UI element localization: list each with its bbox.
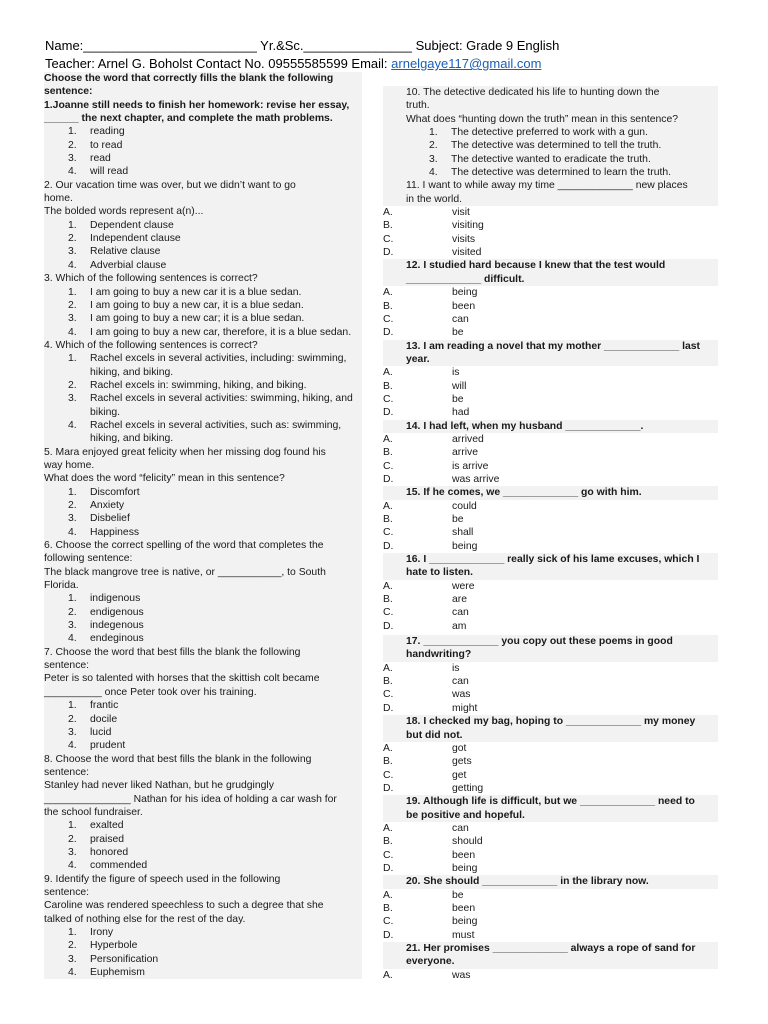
question-block-2 [44,179,362,272]
option-item: C. get [383,769,467,781]
question-text: in the world. [383,193,718,206]
question-text: sentence: [44,886,90,898]
question-text: 21. Her promises _____________ always a rope of sand for [383,942,718,955]
option-item: 4. Happiness [68,526,140,538]
option-item: 1. Discomfort [68,486,140,498]
option-item: C. be [383,393,464,405]
question-block-1 [44,72,362,179]
option-item: 3. indegenous [68,620,144,632]
question-text: 14. I had left, when my husband _____________. [383,420,718,433]
option-item: 3. read [68,153,111,165]
option-item: 1. I am going to buy a new car it is a blue sedan. [68,286,302,298]
option-item: 4. The detective was determined to learn the truth. [429,167,672,179]
question-block-6 [44,539,362,646]
option-item: 3. lucid [68,726,112,738]
question-text: 13. I am reading a novel that my mother _____________ last [383,340,718,353]
option-item: B. can [383,676,469,688]
question-text: Stanley had never liked Nathan, but he grudgingly [44,780,274,792]
option-item: 4. Rachel excels in several activities, such as: swimming, hiking, and biking. [68,419,342,445]
question-block-5 [44,446,362,539]
question-text: 20. She should _____________ in the library now. [383,875,718,888]
instruction: Choose the word that correctly fills the blank the following sentence: [44,73,334,98]
option-item: A. be [383,889,464,901]
question-block-20 [383,875,718,942]
question-block-18 [383,715,718,795]
option-item: C. was [383,689,471,701]
option-item: B. arrive [383,447,478,459]
question-text: 17. _____________ you copy out these poems in good [383,635,718,648]
option-item: 2. I am going to buy a new car, it is a blue sedan. [68,299,304,311]
question-text: 2. Our vacation time was over, but we didn’t want to go [44,179,296,191]
question-block-15 [383,486,718,553]
option-item: A. got [383,742,467,754]
question-block-13 [383,340,718,420]
question-text: What does “hunting down the truth” mean in this sentence? [406,113,679,125]
option-item: 4. will read [68,166,129,178]
question-text: home. [44,193,73,205]
question-block-9 [44,873,362,980]
option-item: D. getting [383,782,484,794]
question-block-21 [383,942,718,982]
option-item: D. might [383,702,478,714]
option-item: A. is [383,367,460,379]
question-text: following sentence: [44,553,133,565]
question-text: Peter is so talented with horses that the skittish colt became [44,673,320,685]
option-item: 2. to read [68,139,123,151]
question-block-16 [383,553,718,633]
option-item: D. be [383,327,464,339]
option-item: 2. Rachel excels in: swimming, hiking, and biking. [68,379,307,391]
question-text: 18. I checked my bag, hoping to _____________ my money [383,715,718,728]
option-item: 1. indigenous [68,593,141,605]
option-item: 2. docile [68,713,118,725]
question-text: 7. Choose the word that best fills the blank the following [44,646,301,658]
question-text: _______________ Nathan for his idea of holding a car wash for [44,793,337,805]
question-text: the school fundraiser. [44,806,143,818]
question-text: sentence: [44,766,90,778]
option-item: C. can [383,607,469,619]
option-item: 2. Hyperbole [68,940,138,952]
option-item: 4. commended [68,860,148,872]
option-item: B. be [383,514,464,525]
question-block-11 [383,179,718,259]
option-item: D. visited [383,247,482,259]
option-item: 4. I am going to buy a new car, therefore, it is a blue sedan. [68,326,352,338]
question-text: _____________ difficult. [383,273,718,286]
option-item: D. was arrive [383,473,500,485]
question-block-19 [383,795,718,875]
option-item: A. was [383,969,471,981]
question-block-12 [383,259,718,339]
option-item: B. visiting [383,220,484,232]
question-block-3 [44,272,362,339]
question-text: 8. Choose the word that best fills the blank in the following [44,753,312,765]
option-item: B. are [383,594,468,606]
option-item: A. is [383,662,460,674]
option-item: 3. Personification [68,953,159,965]
option-item: D. had [383,407,470,419]
question-text: 10. The detective dedicated his life to hunting down the [406,87,660,98]
option-item: B. been [383,902,476,914]
question-block-17 [383,635,718,715]
question-text: 15. If he comes, we _____________ go with him. [383,486,718,499]
question-block-10 [383,86,718,179]
left-column [44,72,362,979]
option-item: D. being [383,540,478,552]
question-text: way home. [44,459,95,471]
option-item: 1. The detective preferred to work with a gun. [429,127,648,139]
question-block-8 [44,753,362,873]
option-item: B. should [383,836,483,848]
option-item: B. been [383,300,476,312]
option-item: C. is arrive [383,460,489,472]
teacher-line [45,55,745,73]
option-item: 1. Irony [68,927,114,938]
option-item: 3. honored [68,846,129,858]
question-text: The black mangrove tree is native, or ___________, to South [44,566,326,578]
question-text: What does the word “felicity” mean in this sentence? [44,473,285,485]
question-text: 11. I want to while away my time _____________ new places [383,179,718,192]
option-item: 4. endeginous [68,633,144,645]
option-item: A. visit [383,207,470,219]
question-block-14 [383,420,718,487]
question-text: talked of nothing else for the rest of the day. [44,913,246,925]
option-item: 3. Disbelief [68,513,130,525]
option-item: 2. Anxiety [68,500,125,511]
option-item: C. can [383,313,469,325]
option-item: 4. prudent [68,740,126,752]
option-item: D. must [383,929,475,941]
option-item: 2. endigenous [68,606,144,618]
question-text: The bolded words represent a(n)... [44,206,204,218]
right-column [383,72,718,982]
option-item: C. visits [383,233,476,245]
name-section-line: Name:________________________ Yr.&Sc._______________ Subject: Grade 9 English [45,38,560,53]
question-text: 4. Which of the following sentences is correct? [44,339,258,351]
teacher-contact: Teacher: Arnel G. Boholst Contact No. 09555585599 Email: [45,56,392,71]
question-text: handwriting? [383,648,718,661]
option-item: A. arrived [383,433,484,445]
option-item: A. were [383,580,475,592]
question-text: 16. I _____________ really sick of his lame excuses, which I [383,553,718,566]
question-block-4 [44,339,362,446]
option-item: 1. Rachel excels in several activities, including: swimming, hiking, and biking. [68,353,347,378]
option-item: 2. Independent clause [68,233,181,245]
worksheet-header [45,37,745,73]
option-item: A. could [383,500,477,512]
option-item: 3. Relative clause [68,246,161,258]
question-text: __________ once Peter took over his training. [44,686,257,698]
question-block-7 [44,646,362,753]
option-item: 1. exalted [68,820,124,832]
question-text: year. [383,353,718,366]
option-item: D. am [383,620,467,632]
option-item: B. gets [383,756,472,768]
option-item: A. can [383,822,469,834]
option-item: 1. Dependent clause [68,219,174,231]
option-item: 4. Euphemism [68,967,145,979]
option-item: C. shall [383,527,474,539]
question-text: Florida. [44,580,79,592]
question-text: 19. Although life is difficult, but we _____________ need to [383,795,718,808]
option-item: D. being [383,862,478,874]
question-text: 1.Joanne still needs to finish her homework: revise her essay, [44,99,350,111]
option-item: 3. I am going to buy a new car; it is a blue sedan. [68,313,305,325]
option-item: A. being [383,287,478,299]
option-item: 3. The detective wanted to eradicate the truth. [429,153,651,165]
question-text: sentence: [44,660,90,672]
question-text: everyone. [383,955,718,968]
option-item: 3. Rachel excels in several activities: swimming, hiking, and biking. [68,393,353,418]
option-item: C. been [383,849,476,861]
question-text: 5. Mara enjoyed great felicity when her missing dog found his [44,446,326,458]
question-text: 9. Identify the figure of speech used in the following [44,873,281,885]
question-text: hate to listen. [383,566,718,579]
question-text: 6. Choose the correct spelling of the word that completes the [44,540,324,552]
question-text: 12. I studied hard because I knew that the test would [383,259,718,272]
question-text: be positive and hopeful. [383,809,718,822]
option-item: B. will [383,380,467,392]
email-link[interactable]: arnelgaye117@gmail.com [391,56,542,71]
question-text: 3. Which of the following sentences is correct? [44,273,258,285]
question-text: Caroline was rendered speechless to such a degree that she [44,900,324,912]
option-item: 1. frantic [68,700,119,712]
option-item: 2. praised [68,833,125,845]
option-item: 4. Adverbial clause [68,259,167,271]
option-item: 1. reading [68,126,125,138]
option-item: 2. The detective was determined to tell the truth. [429,140,662,152]
question-text: but did not. [383,729,718,742]
option-item: C. being [383,916,478,928]
question-text: truth. [406,100,430,112]
question-text: ______ the next chapter, and complete the math problems. [44,113,333,125]
